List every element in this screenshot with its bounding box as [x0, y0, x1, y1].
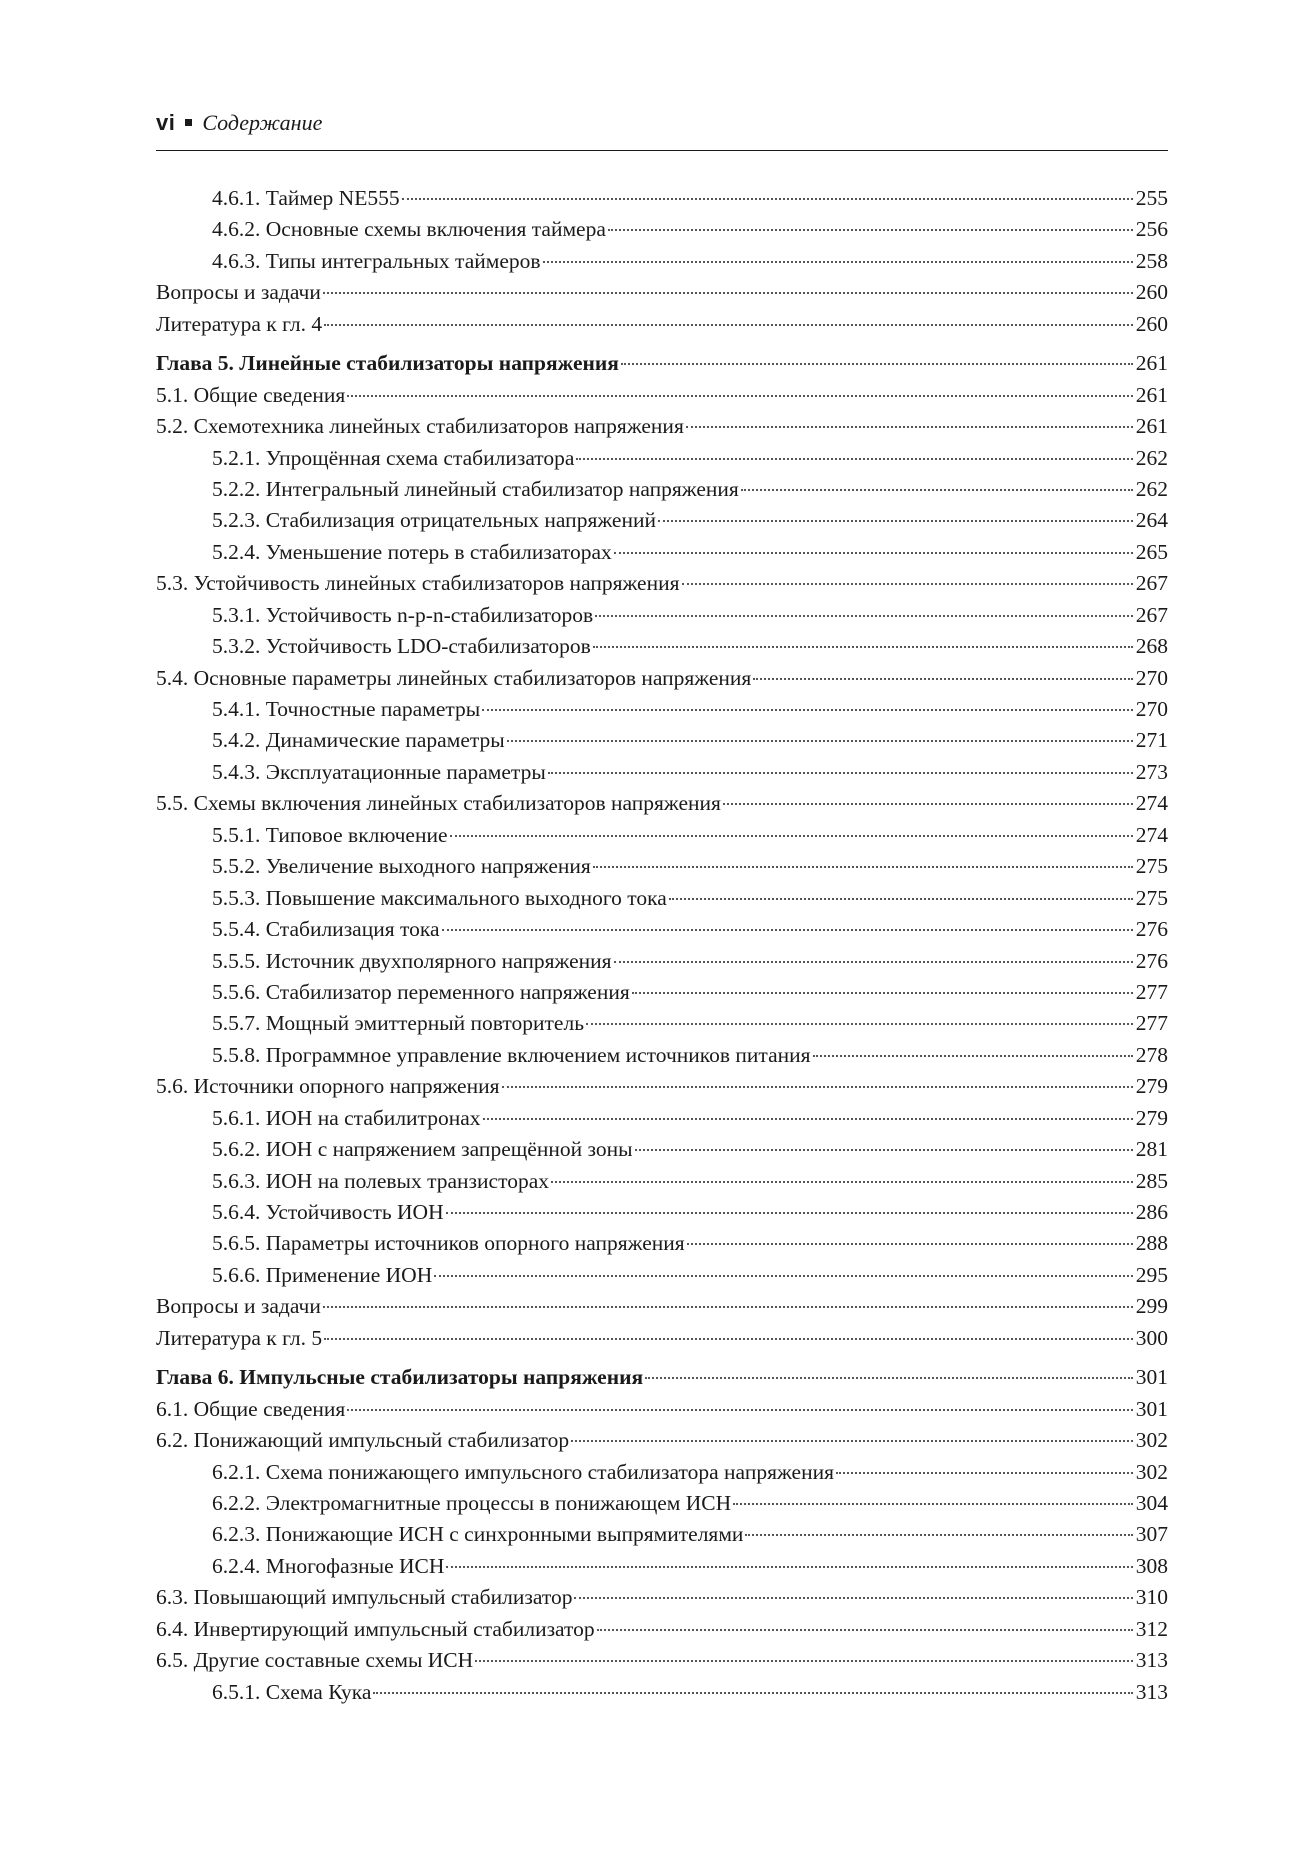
toc-leader-dots: [434, 1275, 1133, 1277]
toc-leader-dots: [576, 458, 1132, 460]
toc-leader-dots: [324, 324, 1133, 326]
toc-leader-dots: [323, 1306, 1133, 1308]
toc-entry-page: 277: [1135, 1011, 1168, 1036]
toc-leader-dots: [574, 1597, 1132, 1599]
toc-subsection-entry[interactable]: [156, 694, 1168, 725]
toc-leader-dots: [593, 866, 1133, 868]
running-header-title: Содержание: [202, 110, 323, 135]
toc-entry-title: 4.6.3. Типы интегральных таймеров: [212, 248, 541, 273]
toc-leader-dots: [595, 615, 1133, 617]
toc-subsection-entry[interactable]: [156, 1040, 1168, 1071]
toc-subsection-entry[interactable]: [156, 505, 1168, 536]
toc-leader-dots: [502, 1086, 1133, 1088]
toc-entry-title: 5.5.3. Повышение максимального выходного тока: [212, 885, 667, 910]
page-number: vi: [156, 110, 176, 135]
toc-subsection-entry[interactable]: [156, 443, 1168, 474]
toc-subsection-entry[interactable]: [156, 1134, 1168, 1165]
toc-entry-page: 302: [1135, 1459, 1168, 1484]
toc-section-entry[interactable]: [156, 1614, 1168, 1645]
toc-section-entry[interactable]: [156, 1323, 1168, 1354]
toc-entry-title: 5.5.6. Стабилизатор переменного напряжения: [212, 979, 630, 1004]
toc-entry-page: 299: [1135, 1294, 1168, 1319]
toc-section-entry[interactable]: [156, 1071, 1168, 1102]
toc-subsection-entry[interactable]: [156, 883, 1168, 914]
toc-entry-page: 264: [1135, 508, 1168, 533]
toc-entry-page: 302: [1135, 1428, 1168, 1453]
toc-subsection-entry[interactable]: [156, 1228, 1168, 1259]
toc-subsection-entry[interactable]: [156, 1488, 1168, 1519]
toc-section-entry[interactable]: [156, 277, 1168, 308]
toc-entry-page: 267: [1135, 571, 1168, 596]
toc-entry-page: 274: [1135, 791, 1168, 816]
toc-entry-title: Глава 6. Импульсные стабилизаторы напряжения: [156, 1365, 644, 1390]
toc-subsection-entry[interactable]: [156, 1166, 1168, 1197]
toc-leader-dots: [658, 520, 1133, 522]
toc-entry-page: 258: [1135, 248, 1168, 273]
toc-entry-title: 5.5.1. Типовое включение: [212, 822, 448, 847]
toc-subsection-entry[interactable]: [156, 914, 1168, 945]
toc-entry-title: 5.3.1. Устойчивость n-p-n-стабилизаторов: [212, 602, 594, 627]
toc-chapter-entry[interactable]: [156, 1362, 1168, 1393]
toc-entry-page: 275: [1135, 854, 1168, 879]
toc-entry-title: 5.6.4. Устойчивость ИОН: [212, 1200, 444, 1224]
toc-subsection-entry[interactable]: [156, 183, 1168, 214]
toc-subsection-entry[interactable]: [156, 1519, 1168, 1550]
toc-entry-page: 295: [1135, 1262, 1168, 1287]
toc-entry-title: 5.5.7. Мощный эмиттерный повторитель: [212, 1011, 584, 1036]
toc-leader-dots: [402, 198, 1133, 200]
toc-subsection-entry[interactable]: [156, 537, 1168, 568]
toc-entry-title: Литература к гл. 5: [156, 1325, 323, 1350]
toc-entry-title: 5.5.4. Стабилизация тока: [212, 917, 440, 942]
toc-entry-page: 274: [1135, 822, 1168, 847]
toc-entry-page: 276: [1135, 948, 1168, 973]
toc-entry-title: 5.4.3. Эксплуатационные параметры: [212, 759, 546, 784]
toc-leader-dots: [621, 363, 1133, 365]
toc-entry-title: 6.5. Другие составные схемы ИСН: [156, 1648, 474, 1673]
toc-subsection-entry[interactable]: [156, 757, 1168, 788]
toc-leader-dots: [686, 426, 1133, 428]
toc-entry-page: 281: [1135, 1137, 1168, 1162]
toc-entry-page: 256: [1135, 217, 1168, 242]
toc-entry-page: 261: [1135, 351, 1168, 376]
toc-subsection-entry[interactable]: [156, 1551, 1168, 1582]
header-rule: [156, 150, 1168, 151]
toc-entry-title: 5.4. Основные параметры линейных стабилизаторов напряжения: [156, 665, 752, 690]
toc-leader-dots: [347, 395, 1132, 397]
toc-leader-dots: [635, 1149, 1133, 1151]
toc-entry-page: 308: [1135, 1553, 1168, 1578]
toc-leader-dots: [608, 229, 1133, 231]
toc-entry-page: 301: [1135, 1396, 1168, 1421]
toc-leader-dots: [687, 1243, 1133, 1245]
toc-entry-page: 255: [1135, 186, 1168, 210]
toc-entry-title: 5.5. Схемы включения линейных стабилизаторов напряжения: [156, 791, 721, 816]
toc-entry-page: 301: [1135, 1365, 1168, 1390]
toc-subsection-entry[interactable]: [156, 474, 1168, 505]
toc-entry-title: Вопросы и задачи: [156, 1294, 321, 1319]
toc-entry-page: 271: [1135, 728, 1168, 753]
toc-leader-dots: [548, 772, 1133, 774]
toc-leader-dots: [614, 552, 1133, 554]
toc-chapter-entry[interactable]: [156, 348, 1168, 379]
toc-subsection-entry[interactable]: [156, 1677, 1168, 1708]
toc-subsection-entry[interactable]: [156, 1008, 1168, 1039]
toc-entry-title: 6.1. Общие сведения: [156, 1396, 346, 1421]
toc-entry-page: 273: [1135, 759, 1168, 784]
toc-subsection-entry[interactable]: [156, 631, 1168, 662]
toc-entry-title: 4.6.1. Таймер NE555: [212, 186, 400, 210]
toc-entry-page: 307: [1135, 1522, 1168, 1547]
toc-entry-title: 5.6. Источники опорного напряжения: [156, 1074, 500, 1099]
toc-leader-dots: [669, 898, 1133, 900]
toc-entry-title: 6.2.4. Многофазные ИСН: [212, 1553, 445, 1578]
toc-leader-dots: [682, 583, 1133, 585]
toc-entry-title: 5.2.1. Упрощённая схема стабилизатора: [212, 445, 575, 470]
toc-leader-dots: [813, 1055, 1133, 1057]
toc-entry-title: 6.2.3. Понижающие ИСН с синхронными выпрямителями: [212, 1522, 744, 1547]
toc-entry-title: 6.2. Понижающий импульсный стабилизатор: [156, 1428, 570, 1453]
toc-entry-title: 5.6.5. Параметры источников опорного напряжения: [212, 1231, 685, 1256]
toc-section-entry[interactable]: [156, 568, 1168, 599]
toc-subsection-entry[interactable]: [156, 1103, 1168, 1134]
toc-section-entry[interactable]: [156, 1582, 1168, 1613]
toc-leader-dots: [723, 803, 1133, 805]
toc-entry-page: 277: [1135, 979, 1168, 1004]
toc-subsection-entry[interactable]: [156, 214, 1168, 245]
toc-leader-dots: [373, 1692, 1132, 1694]
toc-entry-title: 5.6.1. ИОН на стабилитронах: [212, 1105, 481, 1130]
toc-entry-title: 5.6.6. Применение ИОН: [212, 1262, 433, 1287]
toc-leader-dots: [543, 261, 1133, 263]
toc-leader-dots: [614, 961, 1133, 963]
toc-leader-dots: [632, 992, 1133, 994]
toc-entry-page: 313: [1135, 1679, 1168, 1704]
toc-entry-page: 286: [1135, 1200, 1168, 1224]
toc-section-entry[interactable]: [156, 1425, 1168, 1456]
toc-subsection-entry[interactable]: [156, 600, 1168, 631]
toc-entry-page: 270: [1135, 697, 1168, 721]
toc-leader-dots: [745, 1534, 1132, 1536]
toc-entry-page: 261: [1135, 414, 1168, 439]
toc-leader-dots: [836, 1472, 1133, 1474]
toc-entry-title: Вопросы и задачи: [156, 280, 321, 305]
toc-entry-page: 288: [1135, 1231, 1168, 1256]
toc-section-entry[interactable]: [156, 663, 1168, 694]
toc-entry-page: 276: [1135, 917, 1168, 942]
toc-entry-page: 265: [1135, 539, 1168, 564]
toc-subsection-entry[interactable]: [156, 977, 1168, 1008]
toc-leader-dots: [551, 1181, 1133, 1183]
toc-leader-dots: [645, 1377, 1133, 1379]
toc-entry-title: 6.2.1. Схема понижающего импульсного стабилизатора напряжения: [212, 1459, 834, 1484]
toc-entry-title: 6.2.2. Электромагнитные процессы в понижающем ИСН: [212, 1490, 732, 1515]
toc-section-entry[interactable]: [156, 380, 1168, 411]
toc-entry-title: 6.3. Повышающий импульсный стабилизатор: [156, 1585, 573, 1610]
toc-entry-page: 279: [1135, 1105, 1168, 1130]
toc-entry-title: Литература к гл. 4: [156, 311, 323, 336]
toc-leader-dots: [475, 1660, 1133, 1662]
toc-entry-page: 285: [1135, 1168, 1168, 1193]
toc-entry-title: 5.2.4. Уменьшение потерь в стабилизаторах: [212, 539, 612, 564]
table-of-contents: [156, 183, 1168, 1708]
toc-entry-title: 5.6.2. ИОН с напряжением запрещённой зоны: [212, 1137, 633, 1162]
toc-subsection-entry[interactable]: [156, 946, 1168, 977]
toc-subsection-entry[interactable]: [156, 1260, 1168, 1291]
toc-entry-title: Глава 5. Линейные стабилизаторы напряжения: [156, 351, 619, 376]
toc-entry-title: 5.4.2. Динамические параметры: [212, 728, 505, 753]
toc-entry-page: 260: [1135, 311, 1168, 336]
toc-leader-dots: [450, 835, 1133, 837]
toc-entry-page: 261: [1135, 382, 1168, 407]
toc-entry-title: 5.3. Устойчивость линейных стабилизаторов напряжения: [156, 571, 680, 596]
toc-leader-dots: [324, 1338, 1133, 1340]
toc-leader-dots: [507, 740, 1133, 742]
toc-entry-page: 268: [1135, 634, 1168, 659]
running-header: [156, 110, 1168, 150]
toc-entry-title: 5.4.1. Точностные параметры: [212, 697, 481, 721]
toc-entry-page: 262: [1135, 445, 1168, 470]
toc-entry-page: 275: [1135, 885, 1168, 910]
toc-entry-page: 300: [1135, 1325, 1168, 1350]
toc-entry-title: 5.5.5. Источник двухполярного напряжения: [212, 948, 612, 973]
toc-subsection-entry[interactable]: [156, 820, 1168, 851]
toc-leader-dots: [741, 489, 1133, 491]
toc-leader-dots: [571, 1440, 1133, 1442]
toc-entry-page: 262: [1135, 476, 1168, 501]
toc-entry-title: 5.6.3. ИОН на полевых транзисторах: [212, 1168, 549, 1193]
toc-entry-page: 304: [1135, 1490, 1168, 1515]
toc-section-entry[interactable]: [156, 1394, 1168, 1425]
toc-leader-dots: [482, 709, 1133, 711]
toc-leader-dots: [483, 1118, 1133, 1120]
toc-section-entry[interactable]: [156, 1645, 1168, 1676]
toc-section-entry[interactable]: [156, 1291, 1168, 1322]
toc-entry-title: 5.2.3. Стабилизация отрицательных напряжений: [212, 508, 656, 533]
toc-leader-dots: [586, 1023, 1133, 1025]
toc-entry-title: 5.2. Схемотехника линейных стабилизаторов напряжения: [156, 414, 684, 439]
toc-entry-page: 313: [1135, 1648, 1168, 1673]
toc-subsection-entry[interactable]: [156, 246, 1168, 277]
toc-leader-dots: [446, 1566, 1132, 1568]
toc-leader-dots: [733, 1503, 1133, 1505]
toc-section-entry[interactable]: [156, 309, 1168, 340]
toc-entry-page: 312: [1135, 1616, 1168, 1641]
toc-section-entry[interactable]: [156, 411, 1168, 442]
toc-entry-title: 5.5.2. Увеличение выходного напряжения: [212, 854, 591, 879]
toc-entry-title: 5.5.8. Программное управление включением источников питания: [212, 1042, 811, 1067]
toc-subsection-entry[interactable]: [156, 725, 1168, 756]
toc-entry-page: 260: [1135, 280, 1168, 305]
toc-entry-page: 279: [1135, 1074, 1168, 1099]
toc-section-entry[interactable]: [156, 788, 1168, 819]
toc-leader-dots: [593, 646, 1133, 648]
toc-leader-dots: [753, 678, 1132, 680]
toc-entry-title: 6.4. Инвертирующий импульсный стабилизатор: [156, 1616, 595, 1641]
toc-leader-dots: [347, 1409, 1132, 1411]
toc-entry-page: 270: [1135, 665, 1168, 690]
toc-subsection-entry[interactable]: [156, 1457, 1168, 1488]
toc-subsection-entry[interactable]: [156, 1197, 1168, 1228]
toc-entry-title: 5.1. Общие сведения: [156, 382, 346, 407]
toc-subsection-entry[interactable]: [156, 851, 1168, 882]
toc-entry-title: 5.2.2. Интегральный линейный стабилизатор напряжения: [212, 476, 739, 501]
toc-entry-title: 5.3.2. Устойчивость LDO-стабилизаторов: [212, 634, 591, 659]
toc-leader-dots: [442, 929, 1133, 931]
toc-leader-dots: [446, 1212, 1133, 1214]
toc-entry-page: 278: [1135, 1042, 1168, 1067]
toc-entry-page: 310: [1135, 1585, 1168, 1610]
toc-entry-page: 267: [1135, 602, 1168, 627]
toc-leader-dots: [323, 292, 1133, 294]
square-bullet-icon: [185, 119, 192, 126]
toc-leader-dots: [597, 1629, 1133, 1631]
toc-entry-title: 6.5.1. Схема Кука: [212, 1679, 372, 1704]
toc-entry-title: 4.6.2. Основные схемы включения таймера: [212, 217, 606, 242]
